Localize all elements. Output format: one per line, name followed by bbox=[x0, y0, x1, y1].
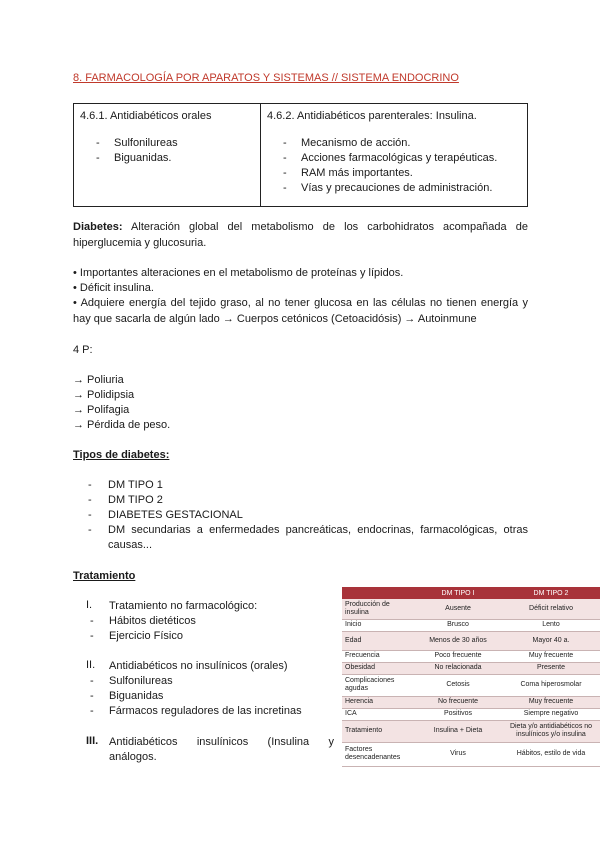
table-row bbox=[342, 619, 600, 631]
table-cell: Menos de 30 años bbox=[414, 631, 502, 650]
four-p-item: → Pérdida de peso. bbox=[73, 419, 171, 431]
roman-numeral: II. bbox=[86, 659, 96, 671]
list-item: - Sulfonilureas bbox=[80, 136, 254, 151]
table-row bbox=[342, 599, 600, 619]
table-row bbox=[342, 650, 600, 662]
four-p-item: → Poliuria bbox=[73, 374, 124, 386]
table-row bbox=[342, 742, 600, 766]
table-header-row bbox=[342, 587, 600, 599]
list-item: - RAM más importantes. bbox=[267, 166, 521, 181]
table-cell: Frecuencia bbox=[342, 650, 414, 662]
four-p-item: → Polidipsia bbox=[73, 389, 135, 401]
table-cell: Factores desencadenantes bbox=[342, 742, 414, 766]
table-cell: Tratamiento bbox=[342, 720, 414, 742]
list-item: - DIABETES GESTACIONAL bbox=[73, 508, 528, 523]
table-cell: ICA bbox=[342, 708, 414, 720]
table-cell: Brusco bbox=[414, 619, 502, 631]
table-header: DM TIPO 2 bbox=[502, 587, 600, 599]
table-cell: Poco frecuente bbox=[414, 650, 502, 662]
table-row bbox=[342, 631, 600, 650]
list-item: - Biguanidas. bbox=[80, 151, 254, 166]
table-cell: Edad bbox=[342, 631, 414, 650]
section-title: Tratamiento no farmacológico: bbox=[109, 600, 258, 612]
table-cell: Inicio bbox=[342, 619, 414, 631]
list-item: - Mecanismo de acción. bbox=[267, 136, 521, 151]
table-cell: Insulina + Dieta bbox=[414, 720, 502, 742]
table-cell: Complicaciones agudas bbox=[342, 674, 414, 696]
table-cell: Obesidad bbox=[342, 662, 414, 674]
four-p-item: → Polifagia bbox=[73, 404, 130, 416]
table-cell: Virus bbox=[414, 742, 502, 766]
topics-left-column bbox=[74, 104, 261, 206]
dm-comparison-table bbox=[342, 587, 600, 767]
list-item: - DM secundarias a enfermedades pancreáticas, endocrinas, farmacológicas, otras causas... bbox=[73, 523, 528, 553]
table-row bbox=[342, 708, 600, 720]
list-item: - Acciones farmacológicas y terapéuticas. bbox=[267, 151, 521, 166]
topics-right-heading: 4.6.2. Antidiabéticos parenterales: Insulina. bbox=[267, 110, 477, 122]
list-item: - DM TIPO 2 bbox=[73, 493, 528, 508]
table-cell: Siempre negativo bbox=[502, 708, 600, 720]
table-cell: Producción de insulina bbox=[342, 599, 414, 619]
table-cell: Presente bbox=[502, 662, 600, 674]
table-row bbox=[342, 720, 600, 742]
four-p-label: 4 P: bbox=[73, 344, 93, 356]
roman-numeral: I. bbox=[86, 599, 93, 611]
tratamiento-section-1 bbox=[73, 599, 338, 644]
topics-left-heading: 4.6.1. Antidiabéticos orales bbox=[80, 110, 212, 122]
table-cell: Cetosis bbox=[414, 674, 502, 696]
section-title: Antidiabéticos insulínicos (Insulina y análogos. bbox=[109, 736, 334, 763]
table-row bbox=[342, 662, 600, 674]
table-cell: Coma hiperosmolar bbox=[502, 674, 600, 696]
tipos-heading: Tipos de diabetes: bbox=[73, 449, 170, 461]
list-item: - Biguanidas bbox=[73, 689, 338, 704]
table-cell: Positivos bbox=[414, 708, 502, 720]
bullet-item: • Déficit insulina. bbox=[73, 282, 154, 294]
table-cell: No frecuente bbox=[414, 696, 502, 708]
table-cell: Hábitos, estilo de vida bbox=[502, 742, 600, 766]
tipos-list bbox=[73, 478, 528, 553]
table-cell: Muy frecuente bbox=[502, 696, 600, 708]
table-cell: Dieta y/o antidiabéticos no insulínicos y/o insulina bbox=[502, 720, 600, 742]
topics-box bbox=[73, 103, 528, 207]
list-item: - Fármacos reguladores de las incretinas bbox=[73, 704, 338, 719]
page-title: 8. FARMACOLOGÍA POR APARATOS Y SISTEMAS // SISTEMA ENDOCRINO bbox=[73, 72, 459, 84]
section-title: Antidiabéticos no insulínicos (orales) bbox=[109, 660, 288, 672]
bullet-item: • Importantes alteraciones en el metabolismo de proteínas y lípidos. bbox=[73, 267, 404, 279]
list-item: - DM TIPO 1 bbox=[73, 478, 528, 493]
diabetes-definition bbox=[73, 220, 528, 251]
list-item: - Hábitos dietéticos bbox=[73, 614, 338, 629]
list-item: - Vías y precauciones de administración. bbox=[267, 181, 521, 196]
list-item: - Ejercicio Físico bbox=[73, 629, 338, 644]
diabetes-label: Diabetes: bbox=[73, 221, 123, 233]
table-cell: Ausente bbox=[414, 599, 502, 619]
table-cell: Lento bbox=[502, 619, 600, 631]
table-cell: Déficit relativo bbox=[502, 599, 600, 619]
table-header: DM TIPO I bbox=[414, 587, 502, 599]
table-cell: Herencia bbox=[342, 696, 414, 708]
tratamiento-heading: Tratamiento bbox=[73, 570, 136, 582]
table-row bbox=[342, 674, 600, 696]
list-item: - Sulfonilureas bbox=[73, 674, 338, 689]
tratamiento-section-2 bbox=[73, 659, 338, 719]
table-header bbox=[342, 587, 414, 599]
table-cell: Muy frecuente bbox=[502, 650, 600, 662]
table-cell: Mayor 40 a. bbox=[502, 631, 600, 650]
table-row bbox=[342, 696, 600, 708]
topics-right-column bbox=[261, 104, 527, 206]
roman-numeral: III. bbox=[86, 735, 99, 747]
table-cell: No relacionada bbox=[414, 662, 502, 674]
bullet-item: • Adquiere energía del tejido graso, al no tener glucosa en las células no tienen energía y hay que sacarla de algún lado → Cuerpos cetónicos (Cetoacidósis) → Autoinmune bbox=[73, 297, 528, 325]
tratamiento-section-3 bbox=[73, 735, 338, 765]
diabetes-text: Alteración global del metabolismo de los carbohidratos acompañada de hiperglucemia y glucosuria. bbox=[73, 221, 528, 249]
